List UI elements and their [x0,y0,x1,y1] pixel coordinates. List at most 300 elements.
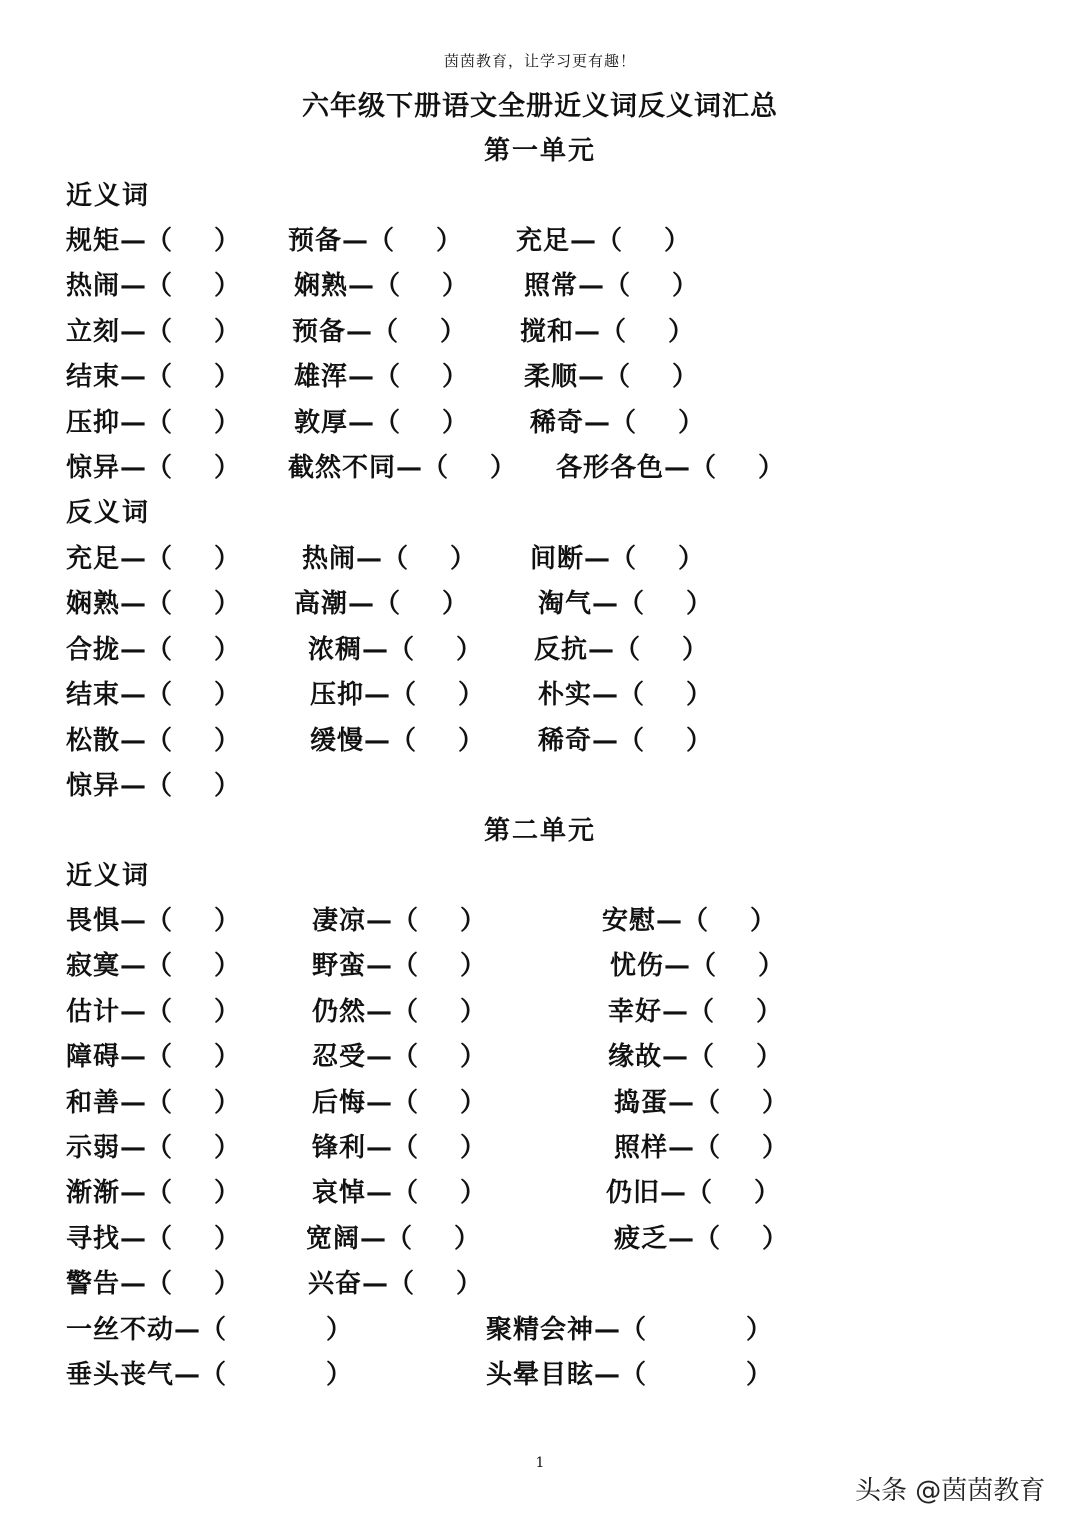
word-item [66,945,240,982]
dash: — [348,407,375,438]
open-paren: （ [146,771,173,801]
word-text: 障碍 [66,1042,121,1073]
close-paren: ） [454,1223,481,1254]
word-text: 合拢 [66,634,121,665]
open-paren: （ [390,680,417,711]
word-item [66,220,240,257]
word-item [66,900,240,937]
open-paren: （ [146,725,173,756]
word-text: 浓稠 [308,634,363,665]
dash: — [362,1269,389,1300]
close-paren: ） [436,226,463,256]
dash: — [366,1042,393,1073]
word-text: 惊异 [66,453,121,483]
close-paren: ） [664,226,691,256]
word-row [0,311,1080,349]
open-paren: （ [618,589,645,620]
open-paren: （ [146,680,173,711]
close-paren: ） [450,544,477,574]
word-row [0,1172,1080,1210]
word-row [0,220,1080,258]
close-paren: ） [460,1133,487,1163]
word-row [0,945,1080,983]
word-row [0,538,1080,576]
word-text: 敦厚 [294,407,349,438]
close-paren: ） [460,906,487,936]
word-row [0,402,1080,440]
dash: — [366,1178,393,1209]
word-row [0,265,1080,303]
word-text: 稀奇 [538,725,593,756]
dash: — [360,1223,387,1254]
dash: — [578,362,605,393]
word-text: 忍受 [312,1042,367,1073]
dash: — [660,1178,687,1209]
dash: — [120,1223,147,1254]
word-item [66,356,240,393]
word-text: 幸好 [608,996,663,1027]
close-paren: ） [326,1360,353,1390]
dash: — [120,634,147,665]
word-text: 充足 [516,226,571,256]
close-paren: ） [214,589,241,620]
word-item [292,311,466,348]
open-paren: （ [146,634,173,665]
open-paren: （ [392,906,419,936]
word-item [66,1354,352,1391]
close-paren: ） [326,1314,353,1345]
dash: — [668,1223,695,1254]
close-paren: ） [490,453,517,483]
open-paren: （ [392,951,419,982]
open-paren: （ [600,316,627,347]
word-text: 各形各色 [556,453,665,483]
open-paren: （ [620,1360,647,1390]
word-text: 锋利 [312,1133,367,1163]
dash: — [362,634,389,665]
close-paren: ） [458,725,485,756]
word-text: 间断 [530,544,585,574]
word-item [538,583,712,620]
dash: — [356,544,383,574]
word-text: 热闹 [66,271,121,302]
open-paren: （ [392,1133,419,1163]
section-label: 近义词 [66,861,151,891]
close-paren: ） [214,1269,241,1300]
close-paren: ） [762,1223,789,1254]
dash: — [174,1314,201,1345]
word-item [294,265,468,302]
close-paren: ） [762,1133,789,1163]
word-item [530,538,704,575]
close-paren: ） [214,634,241,665]
open-paren: （ [604,271,631,302]
dash: — [120,680,147,711]
word-text: 搅和 [520,316,575,347]
open-paren: （ [374,271,401,302]
open-paren: （ [618,680,645,711]
word-item [310,674,484,711]
unit-title: 第一单元 [483,136,596,166]
word-row [0,356,1080,394]
close-paren: ） [672,271,699,302]
word-item [312,945,486,982]
word-text: 示弱 [66,1133,121,1163]
word-row [0,1127,1080,1165]
dash: — [574,316,601,347]
open-paren: （ [688,1042,715,1073]
close-paren: ） [746,1314,773,1345]
open-paren: （ [690,453,717,483]
open-paren: （ [146,362,173,393]
word-item [302,538,476,575]
word-item [66,991,240,1028]
word-item [66,402,240,439]
close-paren: ） [682,634,709,665]
open-paren: （ [614,634,641,665]
word-item [538,720,712,757]
dash: — [570,226,597,256]
word-text: 松散 [66,725,121,756]
open-paren: （ [694,1133,721,1163]
word-text: 野蛮 [312,951,367,982]
close-paren: ） [214,407,241,438]
word-text: 兴奋 [308,1269,363,1300]
word-item [66,629,240,666]
close-paren: ） [214,996,241,1027]
word-item [534,629,708,666]
open-paren: （ [146,1269,173,1300]
word-text: 结束 [66,362,121,393]
dash: — [120,362,147,393]
dash: — [120,271,147,302]
word-item [288,220,462,257]
dash: — [584,407,611,438]
close-paren: ） [214,316,241,347]
open-paren: （ [392,1087,419,1118]
word-text: 估计 [66,996,121,1027]
word-row [0,720,1080,758]
word-text: 寂寞 [66,951,121,982]
close-paren: ） [750,906,777,936]
open-paren: （ [374,407,401,438]
open-paren: （ [382,544,409,574]
word-item [66,265,240,302]
word-item [614,1127,788,1164]
word-item [516,220,690,257]
word-item [66,538,240,575]
close-paren: ） [460,1087,487,1118]
word-text: 缓慢 [310,725,365,756]
dash: — [120,1178,147,1209]
close-paren: ） [442,362,469,393]
dash: — [594,1314,621,1345]
word-item [530,402,704,439]
word-text: 头晕目眩 [486,1360,595,1390]
word-text: 宽阔 [306,1223,361,1254]
open-paren: （ [620,1314,647,1345]
open-paren: （ [146,226,173,256]
word-item [520,311,694,348]
close-paren: ） [754,1178,781,1209]
dash: — [592,680,619,711]
word-item [294,356,468,393]
close-paren: ） [214,453,241,483]
word-text: 结束 [66,680,121,711]
dash: — [366,996,393,1027]
close-paren: ） [686,589,713,620]
word-item [66,1082,240,1119]
dash: — [120,544,147,574]
dash: — [120,1087,147,1118]
word-text: 稀奇 [530,407,585,438]
word-item [524,265,698,302]
word-row [0,1036,1080,1074]
dash: — [662,1042,689,1073]
word-item [66,1127,240,1164]
dash: — [364,680,391,711]
open-paren: （ [392,996,419,1027]
dash: — [174,1360,201,1390]
watermark: 头条 @茵茵教育 [855,1476,1046,1506]
word-item [312,1127,486,1164]
open-paren: （ [390,725,417,756]
word-row [0,1354,1080,1392]
open-paren: （ [686,1178,713,1209]
dash: — [120,453,147,483]
dash: — [346,316,373,347]
open-paren: （ [146,906,173,936]
word-item [312,900,486,937]
dash: — [664,453,691,483]
word-text: 雄浑 [294,362,349,393]
open-paren: （ [392,1042,419,1073]
word-item [486,1309,772,1346]
open-paren: （ [146,1087,173,1118]
close-paren: ） [456,634,483,665]
word-text: 缘故 [608,1042,663,1073]
open-paren: （ [146,407,173,438]
word-text: 高潮 [294,589,349,620]
close-paren: ） [214,1042,241,1073]
close-paren: ） [214,544,241,574]
word-text: 压抑 [310,680,365,711]
open-paren: （ [388,1269,415,1300]
close-paren: ） [460,996,487,1027]
open-paren: （ [200,1360,227,1390]
word-text: 捣蛋 [614,1087,669,1118]
open-paren: （ [146,951,173,982]
dash: — [668,1087,695,1118]
dash: — [592,589,619,620]
open-paren: （ [604,362,631,393]
close-paren: ） [214,680,241,711]
page-number: 1 [535,1455,545,1471]
word-row [0,447,1080,485]
open-paren: （ [146,996,173,1027]
close-paren: ） [214,725,241,756]
dash: — [594,1360,621,1390]
dash: — [120,316,147,347]
word-text: 畏惧 [66,906,121,936]
dash: — [342,226,369,256]
page-header: 茵茵教育，让学习更有趣！ [443,52,636,70]
close-paren: ） [746,1360,773,1390]
open-paren: （ [146,316,173,347]
word-text: 预备 [288,226,343,256]
open-paren: （ [610,407,637,438]
open-paren: （ [682,906,709,936]
open-paren: （ [386,1223,413,1254]
open-paren: （ [392,1178,419,1209]
word-item [66,1309,352,1346]
open-paren: （ [146,271,173,302]
open-paren: （ [368,226,395,256]
open-paren: （ [690,951,717,982]
word-text: 截然不同 [288,453,397,483]
open-paren: （ [610,544,637,574]
open-paren: （ [694,1223,721,1254]
dash: — [578,271,605,302]
dash: — [120,407,147,438]
close-paren: ） [440,316,467,347]
close-paren: ） [456,1269,483,1300]
word-item [66,720,240,757]
close-paren: ） [686,680,713,711]
close-paren: ） [442,271,469,302]
dash: — [396,453,423,483]
word-text: 热闹 [302,544,357,574]
dash: — [662,996,689,1027]
close-paren: ） [756,996,783,1027]
open-paren: （ [388,634,415,665]
close-paren: ） [214,1087,241,1118]
word-item [312,991,486,1028]
word-item [66,674,240,711]
word-item [306,1218,480,1255]
close-paren: ） [758,453,785,483]
word-text: 娴熟 [294,271,349,302]
open-paren: （ [374,589,401,620]
word-text: 警告 [66,1269,121,1300]
dash: — [656,906,683,936]
close-paren: ） [460,951,487,982]
close-paren: ） [442,407,469,438]
close-paren: ） [214,1223,241,1254]
section-label: 近义词 [66,181,151,211]
word-item [524,356,698,393]
close-paren: ） [442,589,469,620]
word-text: 寻找 [66,1223,121,1254]
word-row [0,765,1080,803]
word-text: 垂头丧气 [66,1360,175,1390]
close-paren: ） [214,1133,241,1163]
dash: — [120,1042,147,1073]
word-item [310,720,484,757]
word-text: 娴熟 [66,589,121,620]
document-title: 六年级下册语文全册近义词反义词汇总 [302,91,778,122]
dash: — [120,906,147,936]
close-paren: ） [762,1087,789,1118]
open-paren: （ [422,453,449,483]
close-paren: ） [672,362,699,393]
word-item [312,1082,486,1119]
dash: — [366,1087,393,1118]
open-paren: （ [200,1314,227,1345]
dash: — [588,634,615,665]
word-text: 立刻 [66,316,121,347]
word-item [308,1263,482,1300]
dash: — [120,725,147,756]
open-paren: （ [146,1223,173,1254]
word-text: 照样 [614,1133,669,1163]
word-item [66,1263,240,1300]
word-text: 压抑 [66,407,121,438]
dash: — [366,906,393,936]
word-text: 渐渐 [66,1178,121,1209]
word-text: 聚精会神 [486,1314,595,1345]
close-paren: ） [668,316,695,347]
dash: — [120,226,147,256]
close-paren: ） [678,407,705,438]
word-row [0,1082,1080,1120]
open-paren: （ [372,316,399,347]
word-text: 一丝不动 [66,1314,175,1345]
word-row [0,583,1080,621]
open-paren: （ [146,453,173,483]
word-item [608,991,782,1028]
dash: — [120,1269,147,1300]
word-text: 凄凉 [312,906,367,936]
word-text: 朴实 [538,680,593,711]
dash: — [366,1133,393,1163]
word-item [606,1172,780,1209]
close-paren: ） [214,906,241,936]
word-item [614,1218,788,1255]
dash: — [348,589,375,620]
word-row [0,1309,1080,1347]
open-paren: （ [146,589,173,620]
dash: — [366,951,393,982]
word-item [602,900,776,937]
open-paren: （ [146,1042,173,1073]
word-item [66,1172,240,1209]
word-text: 柔顺 [524,362,579,393]
word-row [0,900,1080,938]
open-paren: （ [694,1087,721,1118]
word-text: 安慰 [602,906,657,936]
word-item [538,674,712,711]
word-row [0,629,1080,667]
dash: — [348,271,375,302]
word-text: 淘气 [538,589,593,620]
word-text: 哀悼 [312,1178,367,1209]
close-paren: ） [758,951,785,982]
word-text: 规矩 [66,226,121,256]
dash: — [584,544,611,574]
word-row [0,991,1080,1029]
close-paren: ） [460,1042,487,1073]
close-paren: ） [214,226,241,256]
word-item [294,583,468,620]
dash: — [664,951,691,982]
open-paren: （ [618,725,645,756]
word-item [66,1218,240,1255]
word-text: 照常 [524,271,579,302]
open-paren: （ [688,996,715,1027]
word-item [486,1354,772,1391]
word-item [66,1036,240,1073]
